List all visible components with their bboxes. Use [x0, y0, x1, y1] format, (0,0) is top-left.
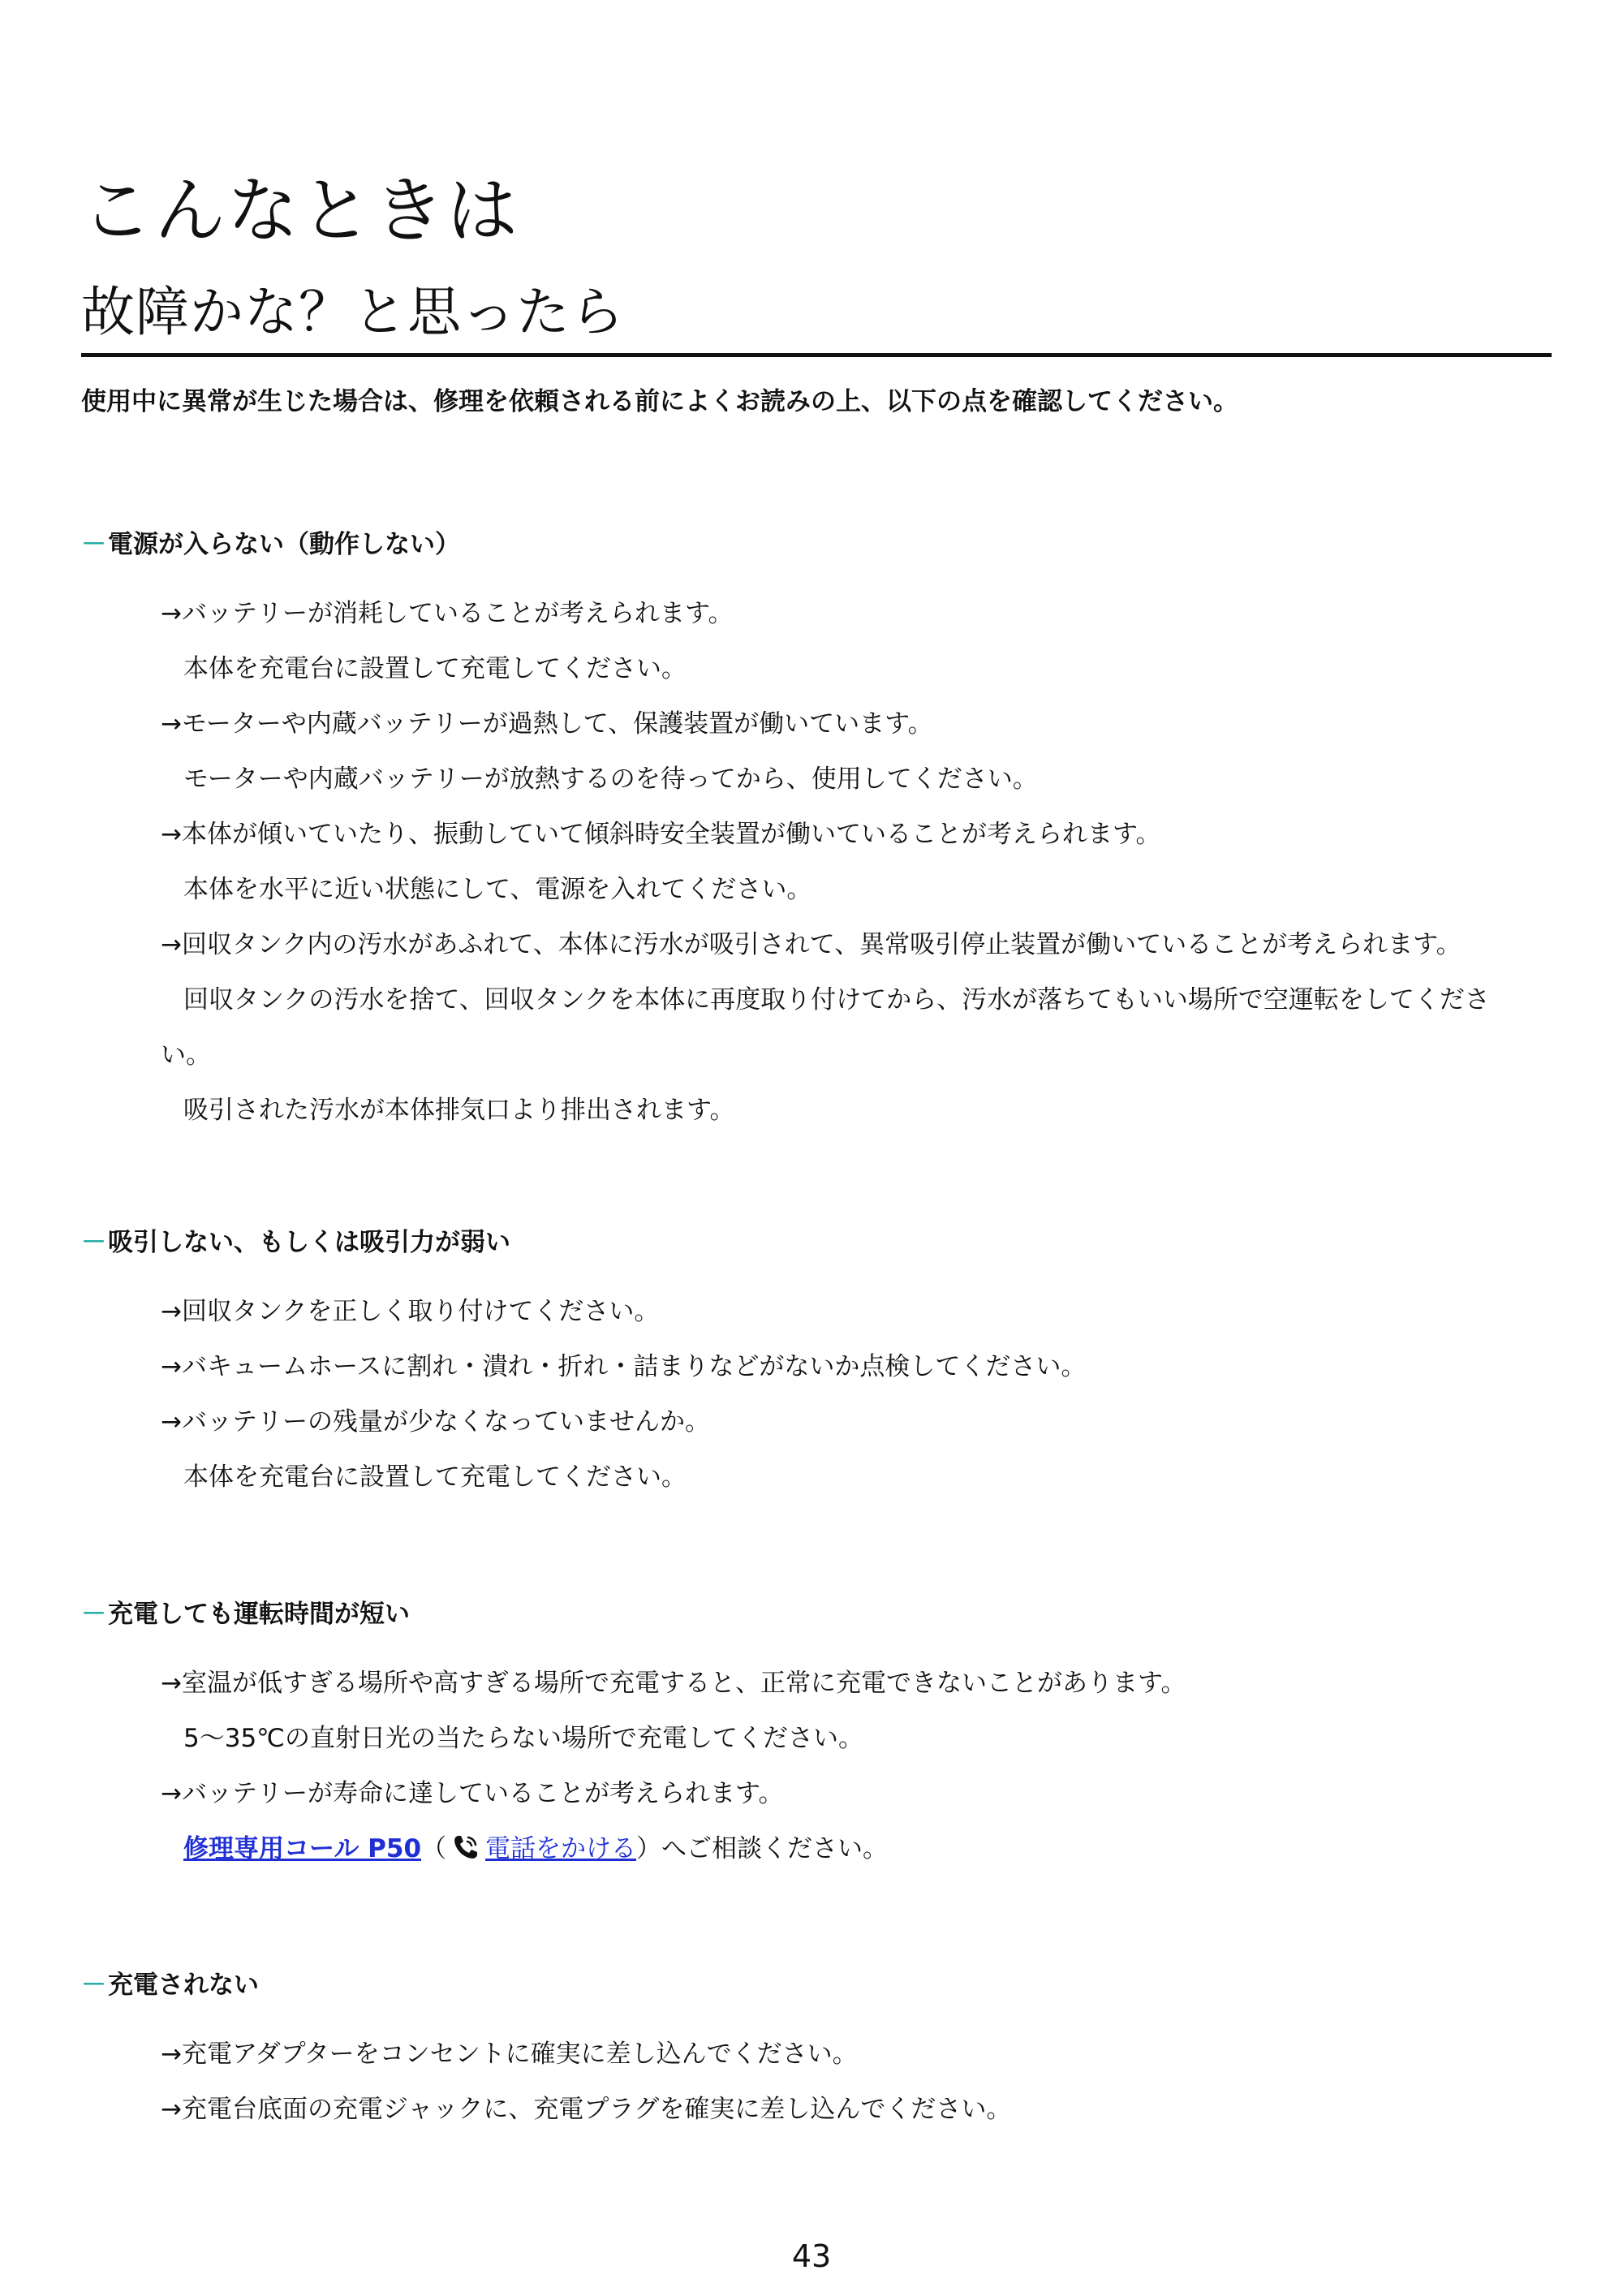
page-title: こんなときは	[81, 169, 520, 252]
item-line: →室温が低すぎる場所や高すぎる場所で充電すると、正常に充電できないことがあります。	[161, 1669, 1186, 1698]
section-items	[161, 586, 1548, 1138]
contact-line	[161, 1821, 1548, 1876]
item-line: →充電台底面の充電ジャックに、充電プラグを確実に差し込んでください。	[161, 2095, 1012, 2124]
section-heading	[81, 1594, 1550, 1635]
item-line: →バッテリーが寿命に達していることが考えられます。	[161, 1779, 784, 1808]
section-heading-text: 吸引しない、もしくは吸引力が弱い	[108, 1228, 510, 1257]
section-heading-text: 充電しても運転時間が短い	[108, 1600, 410, 1629]
section-heading	[81, 1965, 1550, 2005]
section-heading	[81, 524, 1550, 565]
item-line: 回収タンクの汚水を捨て、回収タンクを本体に再度取り付けてから、汚水が落ちてもいい場所で空運転をしてくださ	[183, 985, 1490, 1014]
section-heading-text: 電源が入らない（動作しない）	[108, 530, 460, 559]
dash-marker: －	[81, 1228, 106, 1257]
section-items	[161, 1284, 1548, 1505]
item-line: →本体が傾いていたり、振動していて傾斜時安全装置が働いていることが考えられます。	[161, 820, 1161, 849]
item-line: い。	[161, 1040, 211, 1070]
page-subtitle: 故障かな？と思ったら	[81, 281, 625, 343]
section-short-runtime	[81, 1594, 1550, 1876]
section-no-power	[81, 524, 1550, 1138]
section-heading-text: 充電されない	[108, 1971, 259, 2000]
item-line: →バキュームホースに割れ・潰れ・折れ・詰まりなどがないか点検してください。	[161, 1352, 1087, 1381]
section-items	[161, 1656, 1548, 1876]
contact-suffix: ）へご相談ください。	[636, 1834, 889, 1863]
item-line: →回収タンクを正しく取り付けてください。	[161, 1297, 660, 1326]
item-line: 吸引された汚水が本体排気口より排出されます。	[183, 1096, 735, 1125]
phone-icon	[451, 1826, 480, 1855]
subtitle-block	[81, 276, 1552, 357]
page-number: 43	[791, 2238, 832, 2274]
item-line: →充電アダプターをコンセントに確実に差し込んでください。	[161, 2040, 858, 2069]
call-phone-link[interactable]: 電話をかける	[485, 1834, 637, 1863]
dash-marker: －	[81, 530, 106, 559]
item-line: モーターや内蔵バッテリーが放熱するのを待ってから、使用してください。	[183, 765, 1038, 794]
item-line: →モーターや内蔵バッテリーが過熱して、保護装置が働いています。	[161, 709, 933, 739]
dash-marker: －	[81, 1600, 106, 1629]
open-paren: （	[421, 1834, 447, 1863]
item-line: →バッテリーが消耗していることが考えられます。	[161, 599, 734, 628]
intro-text: 使用中に異常が生じた場合は、修理を依頼される前によくお読みの上、以下の点を確認してください。	[81, 387, 1238, 416]
item-line: 本体を充電台に設置して充電してください。	[183, 1462, 687, 1492]
item-line: →回収タンク内の汚水があふれて、本体に汚水が吸引されて、異常吸引停止装置が働いていることが考えられます。	[161, 930, 1462, 959]
item-line: 本体を充電台に設置して充電してください。	[183, 654, 687, 683]
dash-marker: －	[81, 1971, 106, 2000]
item-line: 5～35℃の直射日光の当たらない場所で充電してください。	[183, 1724, 863, 1753]
item-line: 本体を水平に近い状態にして、電源を入れてください。	[183, 875, 812, 904]
repair-call-link[interactable]: 修理専用コール P50	[183, 1834, 422, 1863]
section-weak-suction	[81, 1222, 1550, 1505]
section-not-charging	[81, 1965, 1550, 2137]
section-items	[161, 2027, 1548, 2137]
section-heading	[81, 1222, 1550, 1263]
item-line: →バッテリーの残量が少なくなっていませんか。	[161, 1407, 710, 1437]
